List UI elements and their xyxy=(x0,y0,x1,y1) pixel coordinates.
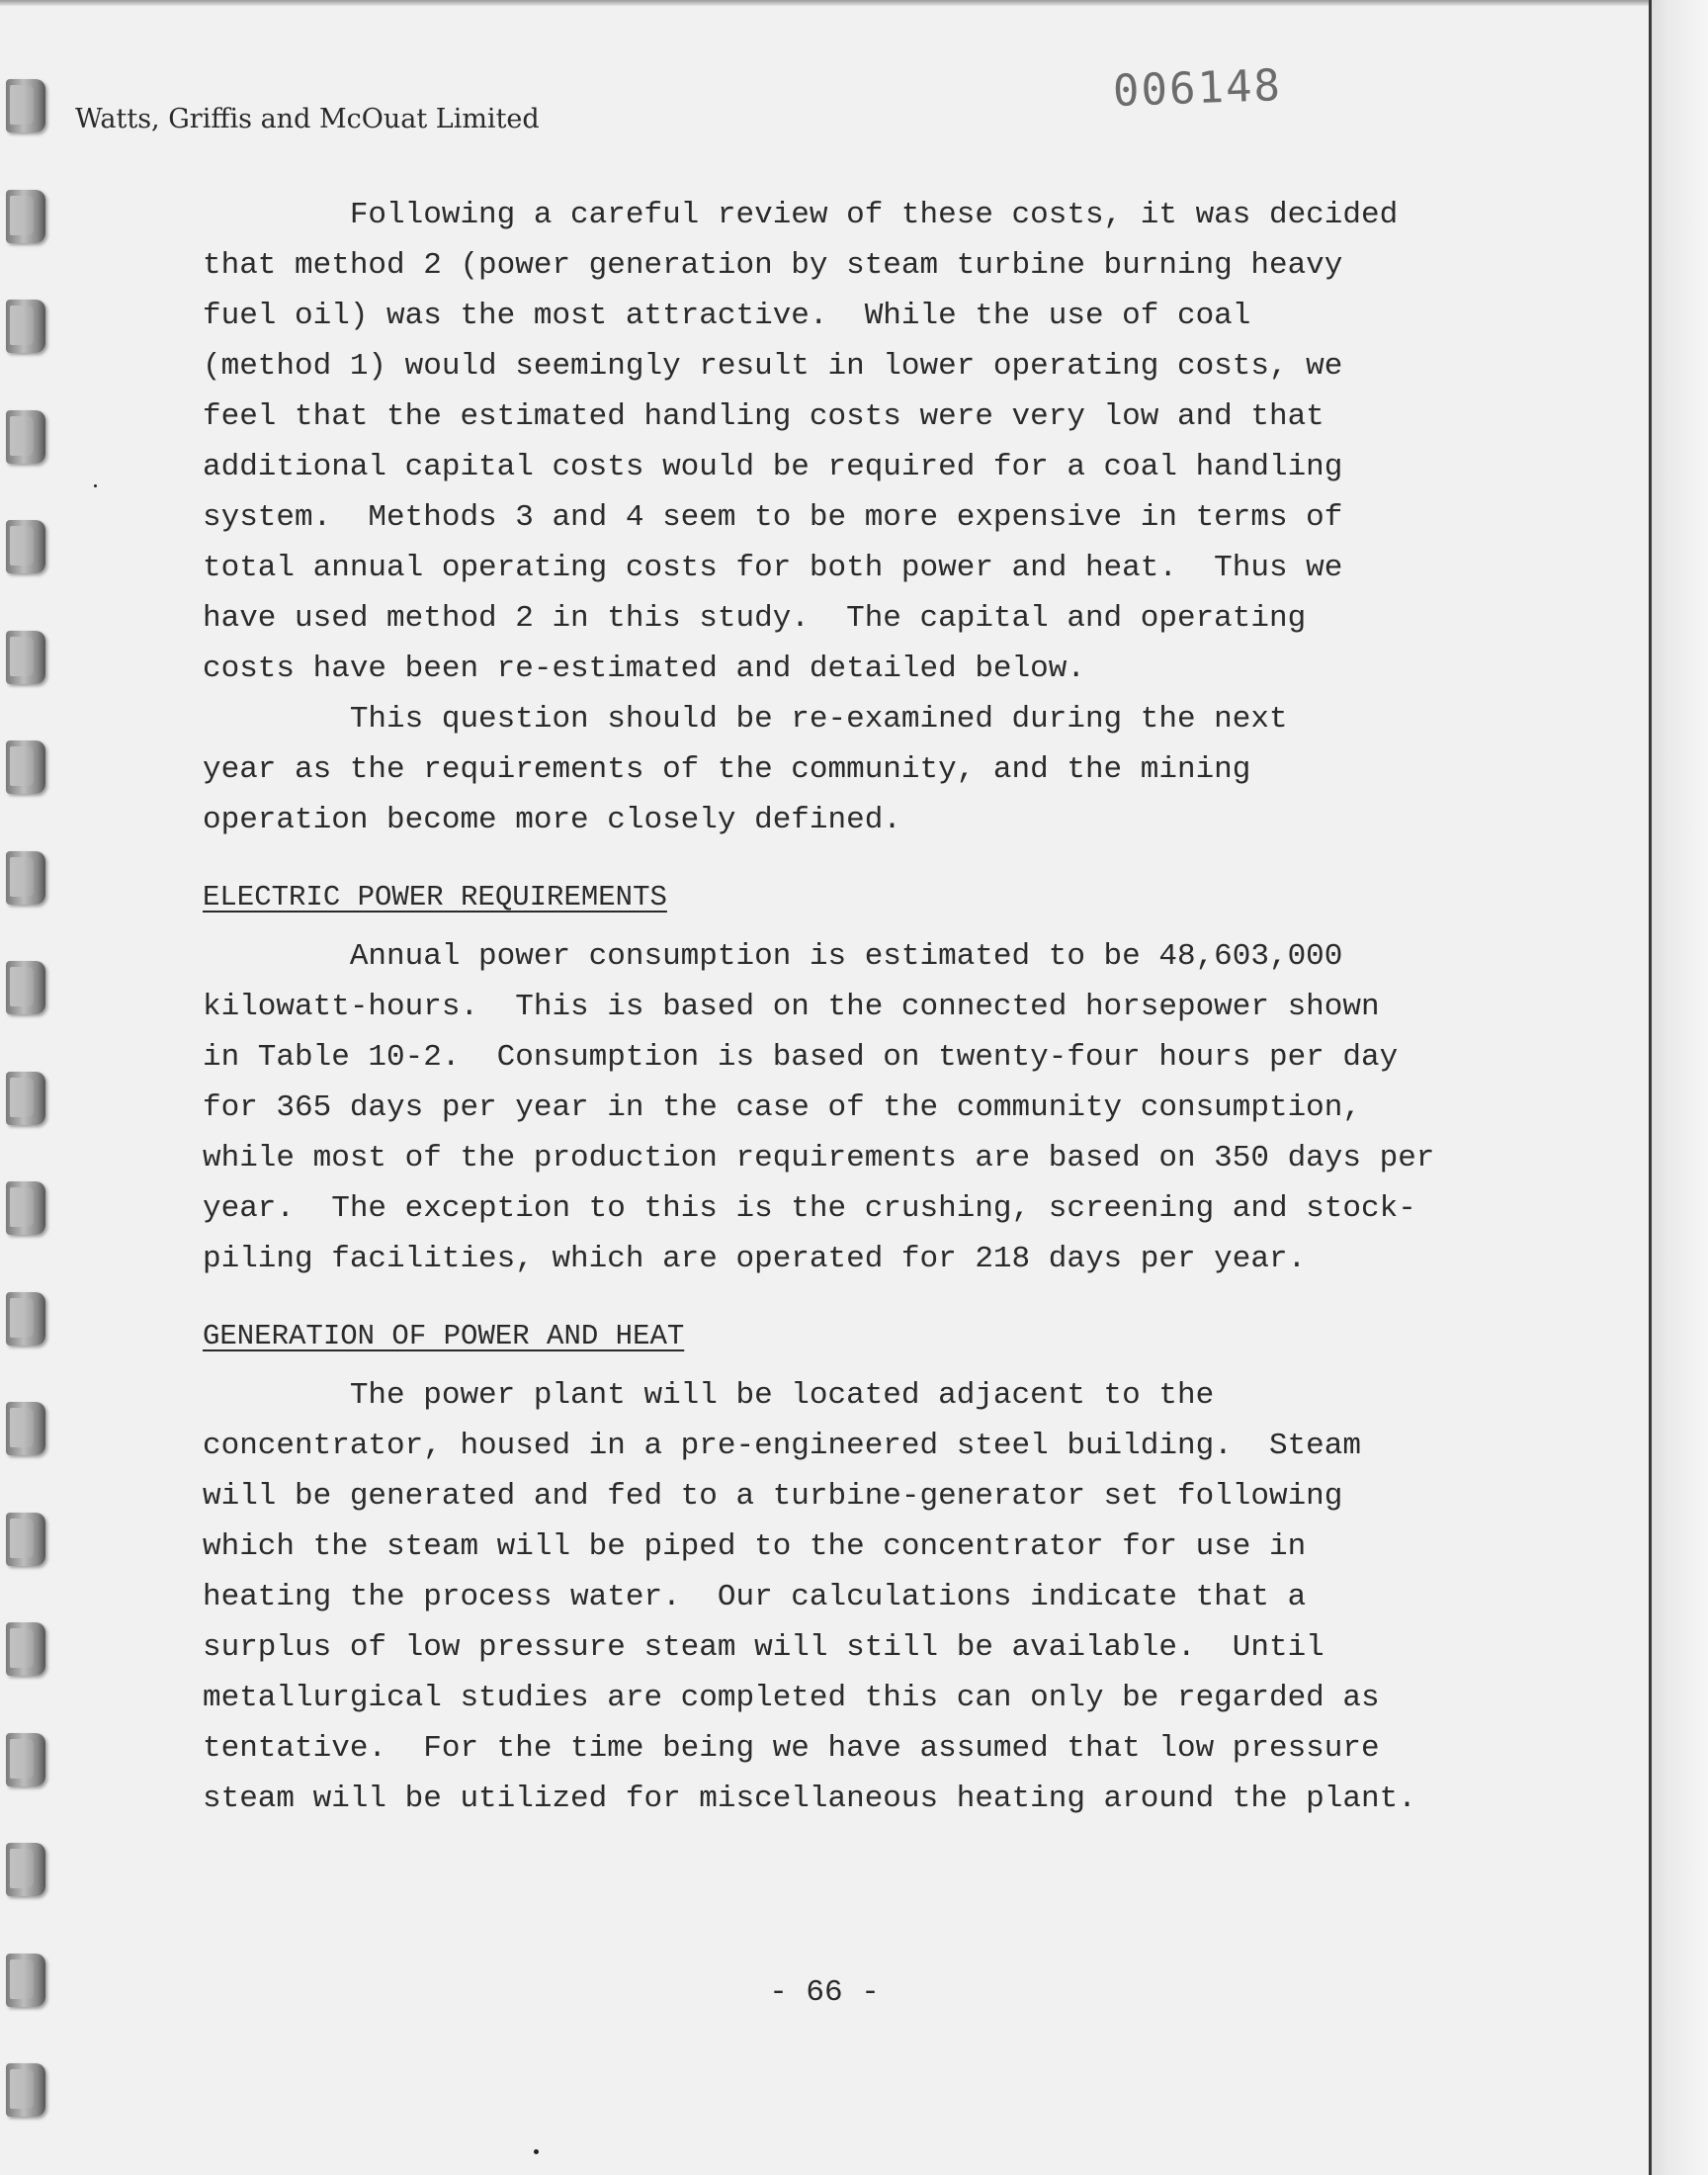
text-line: Following a careful review of these costs, it was decided xyxy=(203,198,1399,232)
binding-ring xyxy=(6,1292,45,1346)
text-line: Annual power consumption is estimated to be 48,603,000 xyxy=(203,939,1343,974)
text-line: while most of the production requirements are based on 350 days per xyxy=(203,1141,1435,1175)
binding-ring xyxy=(6,410,45,464)
binding-ring xyxy=(6,1622,45,1676)
section-heading: GENERATION OF POWER AND HEAT xyxy=(203,1320,685,1352)
text-line: have used method 2 in this study. The capital and operating xyxy=(203,601,1307,636)
text-line: tentative. For the time being we have assumed that low pressure xyxy=(203,1731,1380,1766)
text-line: year. The exception to this is the crushing, screening and stock- xyxy=(203,1191,1416,1226)
text-line: total annual operating costs for both power and heat. Thus we xyxy=(203,551,1343,585)
page-right-shadow xyxy=(1649,0,1708,2175)
binding-ring xyxy=(6,300,45,353)
text-line: The power plant will be located adjacent to the xyxy=(203,1378,1215,1413)
scan-speck xyxy=(94,484,97,487)
text-line: will be generated and fed to a turbine-generator set following xyxy=(203,1479,1343,1514)
section-heading-wrapper xyxy=(203,1320,1586,1370)
scan-speck xyxy=(534,2149,539,2154)
binding-ring xyxy=(6,1072,45,1125)
text-line: (method 1) would seemingly result in lower operating costs, we xyxy=(203,349,1343,384)
text-line: heating the process water. Our calculations indicate that a xyxy=(203,1580,1307,1614)
section-heading: ELECTRIC POWER REQUIREMENTS xyxy=(203,881,667,914)
text-line: steam will be utilized for miscellaneous heating around the plant. xyxy=(203,1782,1416,1816)
text-line: year as the requirements of the community, and the mining xyxy=(203,752,1251,787)
text-line: additional capital costs would be required for a coal handling xyxy=(203,450,1343,484)
binding-ring xyxy=(6,851,45,905)
paragraph xyxy=(203,694,1586,845)
binding-ring xyxy=(6,2063,45,2117)
text-line: operation become more closely defined. xyxy=(203,803,901,837)
binding-ring xyxy=(6,520,45,573)
text-line: for 365 days per year in the case of the community consumption, xyxy=(203,1090,1361,1125)
text-line: surplus of low pressure steam will still be available. Until xyxy=(203,1630,1324,1665)
paragraph xyxy=(203,190,1586,694)
binding-ring xyxy=(6,631,45,684)
text-line: fuel oil) was the most attractive. While the use of coal xyxy=(203,299,1251,333)
section-heading-wrapper xyxy=(203,881,1586,931)
page-top-edge xyxy=(0,0,1649,6)
binding-ring xyxy=(6,961,45,1014)
text-line: concentrator, housed in a pre-engineered steel building. Steam xyxy=(203,1429,1361,1463)
text-line: piling facilities, which are operated for 218 days per year. xyxy=(203,1242,1307,1276)
binding-ring xyxy=(6,1843,45,1896)
paragraph xyxy=(203,931,1586,1284)
page-number: - 66 - xyxy=(769,1975,880,2010)
page-right-edge xyxy=(1649,0,1652,2175)
text-line: kilowatt-hours. This is based on the connected horsepower shown xyxy=(203,990,1380,1024)
binding-ring xyxy=(6,79,45,132)
text-line: metallurgical studies are completed this can only be regarded as xyxy=(203,1681,1380,1715)
binding-ring xyxy=(6,1181,45,1235)
body-text xyxy=(203,190,1586,1824)
text-line: costs have been re-estimated and detailed below. xyxy=(203,652,1085,686)
binding-ring xyxy=(6,190,45,243)
binding-ring xyxy=(6,740,45,794)
text-line: that method 2 (power generation by steam turbine burning heavy xyxy=(203,248,1343,283)
paragraph xyxy=(203,1370,1586,1824)
binding-ring xyxy=(6,1513,45,1566)
text-line: This question should be re-examined during the next xyxy=(203,702,1288,737)
spiral-binding xyxy=(0,79,55,2155)
text-line: feel that the estimated handling costs were very low and that xyxy=(203,399,1324,434)
binding-ring xyxy=(6,1402,45,1455)
company-letterhead: Watts, Griffis and McOuat Limited xyxy=(75,104,540,134)
text-line: system. Methods 3 and 4 seem to be more expensive in terms of xyxy=(203,500,1343,535)
binding-ring xyxy=(6,1733,45,1786)
document-number-stamp: 006148 xyxy=(1112,60,1283,117)
text-line: in Table 10-2. Consumption is based on twenty-four hours per day xyxy=(203,1040,1399,1075)
text-line: which the steam will be piped to the concentrator for use in xyxy=(203,1529,1307,1564)
section-gap xyxy=(203,1284,1586,1320)
section-gap xyxy=(203,845,1586,881)
